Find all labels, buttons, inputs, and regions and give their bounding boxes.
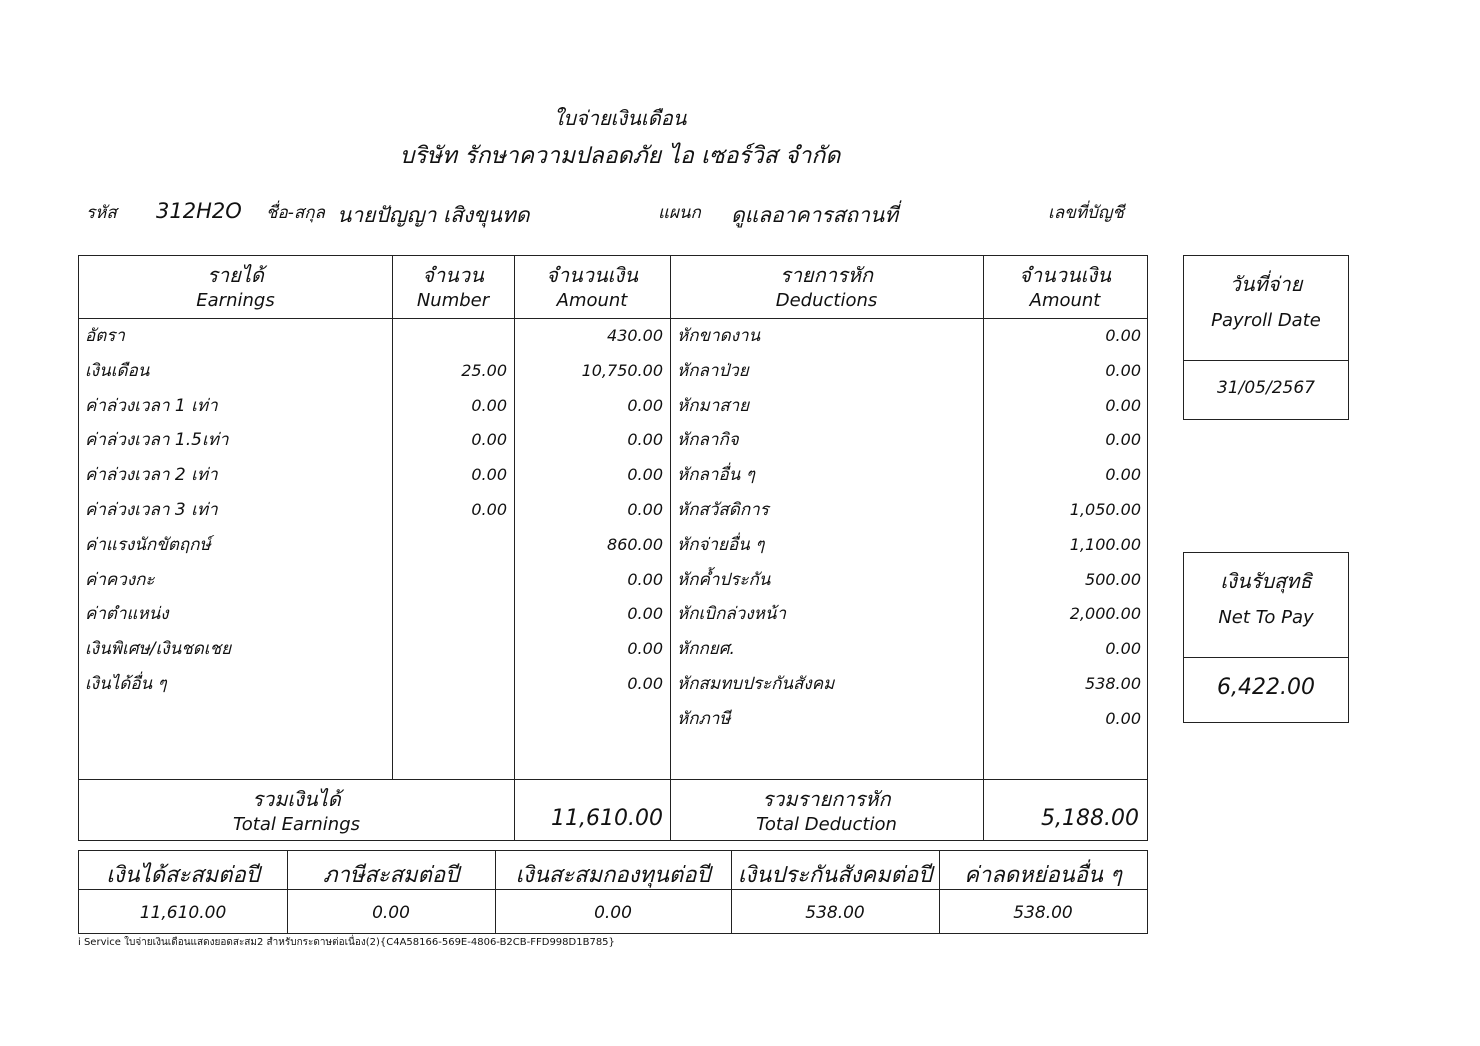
accum-column	[731, 851, 939, 933]
earning-label: ค่าควงกะ	[85, 569, 155, 590]
department-name: ดูแลอาคารสถานที่	[731, 203, 899, 227]
table-row	[79, 392, 1149, 427]
deductions-column-header	[670, 262, 983, 314]
table-row	[79, 496, 1149, 531]
earning-number: 25.00	[461, 360, 507, 380]
deduction-amount: 0.00	[1105, 430, 1141, 450]
deduction-amount: 1,050.00	[1069, 500, 1141, 519]
footer-note: i Service ใบจ่ายเงินเดือนแสดงยอดสะสม2 สำหรับกระดาษต่อเนื่อง(2){C4A58166-569E-4806-B2CB-FFD998D1B785}	[78, 937, 615, 948]
deduction-label: หักลาป่วย	[677, 360, 749, 381]
earning-amount: 860.00	[607, 534, 663, 554]
deduction-amount: 1,100.00	[1069, 534, 1141, 554]
table-row	[79, 357, 1149, 392]
earning-amount: 0.00	[627, 395, 663, 415]
deduction-label: หักภาษี	[677, 708, 731, 729]
table-row	[79, 705, 1149, 740]
deduction-label: หักกยศ.	[677, 639, 735, 660]
earning-number: 0.00	[471, 465, 507, 485]
amount-header-th: จำนวนเงิน	[546, 263, 638, 287]
accum-value: 0.00	[594, 903, 632, 923]
total-earnings-th: รวมเงินได้	[252, 787, 341, 811]
accum-label: เงินได้สะสมต่อปี	[106, 863, 260, 888]
deduction-amount: 538.00	[1085, 674, 1141, 693]
number-header-en: Number	[416, 290, 490, 311]
earning-label: ค่าล่วงเวลา 1.5เท่า	[85, 430, 229, 451]
employee-code: 312H2O	[156, 199, 242, 223]
employee-name: นายปัญญา เสิงขุนทด	[337, 203, 530, 227]
amount-header-en: Amount	[556, 290, 628, 311]
table-row	[79, 670, 1149, 705]
earning-label: เงินเดือน	[85, 360, 150, 381]
table-row	[79, 461, 1149, 496]
total-deduction-value: 5,188.00	[1041, 806, 1139, 831]
accum-label: เงินประกันสังคมต่อปี	[737, 863, 933, 888]
deduction-amount: 0.00	[1105, 326, 1141, 345]
total-earnings-label	[79, 786, 514, 838]
deductions-header-en: Deductions	[775, 290, 878, 311]
earning-label: ค่าล่วงเวลา 3 เท่า	[85, 500, 218, 520]
payroll-date-value: 31/05/2567	[1217, 378, 1315, 398]
accum-label: เงินสะสมกองทุนต่อปี	[515, 863, 711, 888]
deduction-label: หักสมทบประกันสังคม	[677, 674, 835, 694]
earning-label: เงินได้อื่น ๆ	[85, 674, 167, 694]
earning-label: ค่าตำแหน่ง	[85, 604, 169, 625]
deduction-amount-header-th: จำนวนเงิน	[1019, 263, 1111, 287]
net-pay-label-en: Net To Pay	[1218, 607, 1314, 628]
deduction-label: หักเบิกล่วงหน้า	[677, 604, 787, 625]
table-row	[79, 531, 1149, 566]
table-row	[79, 322, 1149, 357]
total-earnings-en: Total Earnings	[232, 814, 361, 835]
deduction-amount-column-header	[983, 262, 1147, 314]
earnings-header-th: รายได้	[207, 263, 264, 287]
net-pay-box	[1183, 552, 1349, 723]
amount-column-header	[514, 262, 670, 314]
deduction-label: หักค้ำประกัน	[677, 569, 771, 590]
earning-amount: 0.00	[627, 569, 663, 589]
deduction-label: หักลาอื่น ๆ	[677, 465, 755, 486]
earning-amount: 0.00	[627, 465, 663, 485]
payroll-date-box	[1183, 255, 1349, 420]
table-row	[79, 566, 1149, 601]
employee-name-label: ชื่อ-สกุล	[266, 203, 325, 223]
table-row	[79, 600, 1149, 635]
deduction-amount: 0.00	[1105, 395, 1141, 415]
table-row	[79, 426, 1149, 461]
department-label: แผนก	[658, 203, 701, 223]
deduction-label: หักมาสาย	[677, 395, 750, 416]
total-deduction-label	[670, 786, 983, 838]
account-number-label: เลขที่บัญชี	[1048, 203, 1124, 223]
earnings-header-en: Earnings	[196, 290, 275, 311]
total-deduction-en: Total Deduction	[756, 814, 897, 835]
header-divider	[79, 318, 1147, 319]
deduction-amount: 0.00	[1105, 639, 1141, 659]
employee-code-label: รหัส	[86, 203, 117, 223]
net-pay-value: 6,422.00	[1217, 675, 1315, 700]
payroll-date-divider	[1184, 360, 1348, 361]
earning-amount: 0.00	[627, 500, 663, 519]
earning-amount: 0.00	[627, 604, 663, 624]
yearly-accumulated-table	[78, 850, 1148, 934]
deduction-label: หักสวัสดิการ	[677, 500, 769, 520]
accum-value: 538.00	[805, 903, 865, 923]
payroll-date-label-th: วันที่จ่าย	[1229, 272, 1303, 296]
total-earnings-value: 11,610.00	[551, 806, 663, 831]
totals-divider	[79, 779, 1147, 780]
earning-number: 0.00	[471, 395, 507, 415]
earning-amount: 0.00	[627, 430, 663, 450]
deduction-amount: 0.00	[1105, 708, 1141, 728]
deduction-label: หักลากิจ	[677, 430, 739, 451]
earning-amount: 0.00	[627, 639, 663, 659]
accum-column	[79, 851, 287, 933]
accum-label: ค่าลดหย่อนอื่น ๆ	[964, 863, 1122, 888]
earning-number: 0.00	[471, 500, 507, 519]
number-column-header	[392, 262, 514, 314]
earning-label: อัตรา	[85, 326, 125, 346]
earning-label: ค่าแรงนักขัตฤกษ์	[85, 534, 211, 555]
table-row	[79, 635, 1149, 670]
number-header-th: จำนวน	[422, 263, 484, 287]
earning-label: ค่าล่วงเวลา 2 เท่า	[85, 465, 218, 486]
accum-value: 0.00	[372, 903, 410, 923]
net-pay-divider	[1184, 657, 1348, 658]
earning-label: เงินพิเศษ/เงินชดเชย	[85, 639, 232, 660]
deduction-amount: 0.00	[1105, 465, 1141, 485]
earnings-column-header	[79, 262, 392, 314]
company-name: บริษัท รักษาความปลอดภัย ไอ เซอร์วิส จำกัด	[399, 143, 841, 169]
deduction-amount: 500.00	[1085, 569, 1141, 589]
accum-column	[287, 851, 495, 933]
net-pay-label-th: เงินรับสุทธิ	[1220, 569, 1312, 593]
deductions-header-th: รายการหัก	[779, 263, 874, 287]
earning-amount: 0.00	[627, 674, 663, 693]
accum-value: 11,610.00	[139, 903, 227, 923]
deduction-label: หักขาดงาน	[677, 326, 761, 346]
accum-column	[495, 851, 731, 933]
payroll-date-label-en: Payroll Date	[1211, 310, 1321, 331]
earning-label: ค่าล่วงเวลา 1 เท่า	[85, 395, 218, 416]
deduction-amount-header-en: Amount	[1029, 290, 1101, 311]
earnings-deductions-table	[78, 255, 1148, 841]
deduction-label: หักจ่ายอื่น ๆ	[677, 534, 765, 555]
accum-label: ภาษีสะสมต่อปี	[323, 863, 459, 888]
total-deduction-th: รวมรายการหัก	[762, 787, 891, 811]
deduction-amount: 0.00	[1105, 360, 1141, 380]
deduction-amount: 2,000.00	[1069, 604, 1141, 624]
accum-value: 538.00	[1013, 903, 1073, 923]
earning-number: 0.00	[471, 430, 507, 450]
earning-amount: 10,750.00	[581, 360, 663, 380]
accum-column	[939, 851, 1147, 933]
document-title: ใบจ่ายเงินเดือน	[553, 106, 687, 130]
earning-amount: 430.00	[607, 326, 663, 345]
